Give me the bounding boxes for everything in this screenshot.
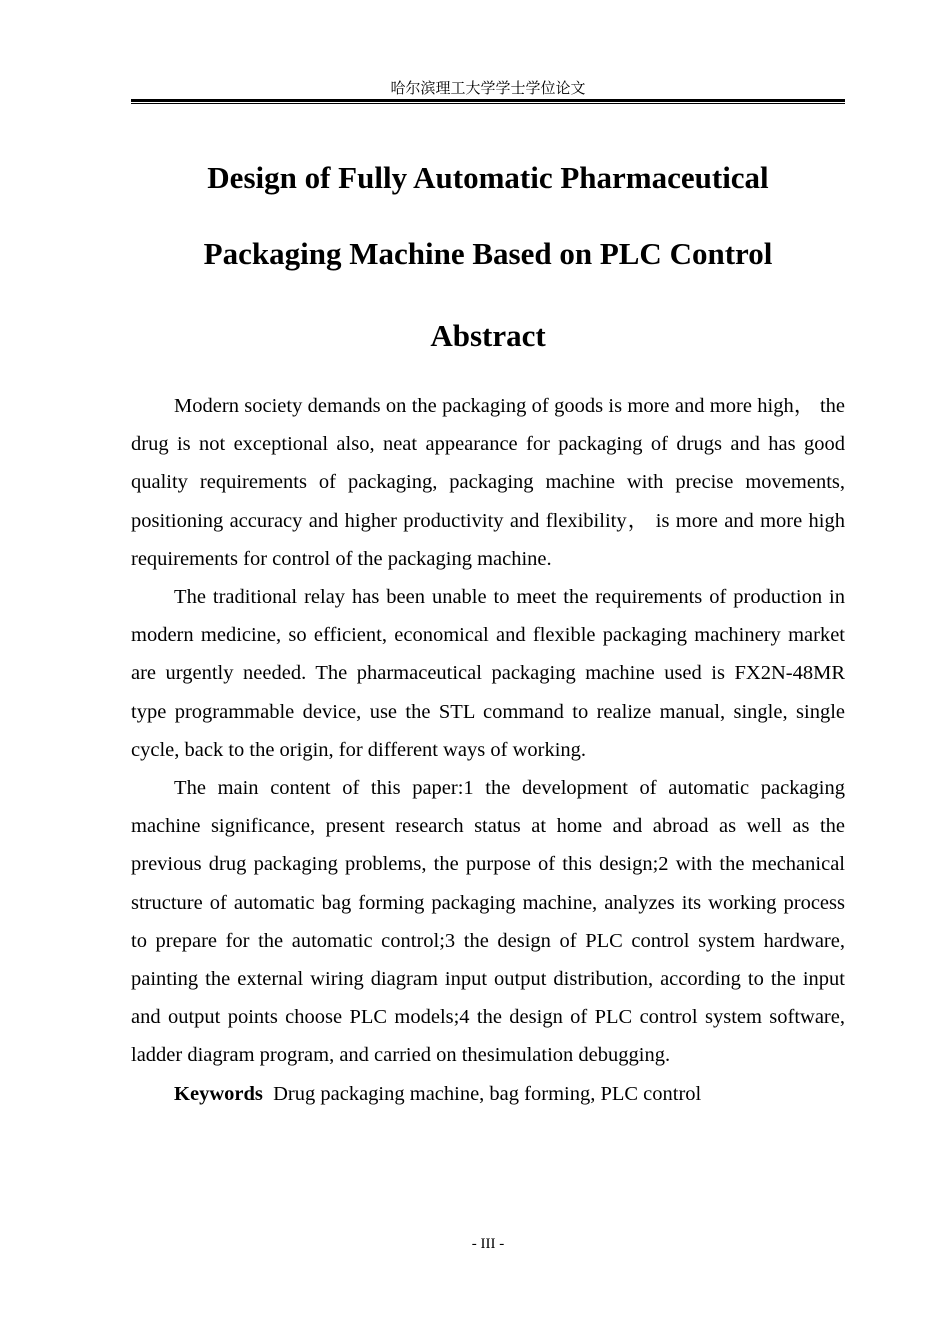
paper-title-line-1: Design of Fully Automatic Pharmaceutical	[207, 160, 769, 195]
header-rule-thin	[131, 103, 845, 104]
abstract-heading: Abstract	[430, 318, 546, 353]
running-header: 哈尔滨理工大学学士学位论文	[390, 79, 586, 97]
abstract-paragraph-1: Modern society demands on the packaging of goods is more and more high， the drug is not exceptional also, neat appearance for packaging of drugs and has good quality requirements of packaging, packaging machine with precise movements, positioning accuracy and higher productivity and flexibility， is more and more high requirements for control of the packaging machine.	[131, 395, 845, 570]
abstract-paragraph-2: The traditional relay has been unable to meet the requirements of production in modern medicine, so efficient, economical and flexible packaging machinery market are urgently needed. The pharmaceutical packaging machine used is FX2N-48MR type programmable device, use the STL command to realize manual, single, single cycle, back to the origin, for different ways of working.	[131, 586, 845, 761]
paper-title-line-2: Packaging Machine Based on PLC Control	[203, 236, 773, 271]
keywords-label: Keywords	[174, 1082, 263, 1105]
keywords-line	[131, 1075, 845, 1113]
page-number: - III -	[471, 1236, 505, 1252]
keywords-text: Drug packaging machine, bag forming, PLC control	[273, 1082, 702, 1105]
paper-title	[131, 140, 845, 292]
abstract-paragraph-3: The main content of this paper:1 the development of automatic packaging machine significance, present research status at home and abroad as well as the previous drug packaging problems, the purpose of this design;2 with the mechanical structure of automatic bag forming packaging machine, analyzes its working process to prepare for the automatic control;3 the design of PLC control system hardware, painting the external wiring diagram input output distribution, according to the input and output points choose PLC models;4 the design of PLC control system software, ladder diagram program, and carried on thesimulation debugging.	[131, 777, 845, 1067]
header-rule-thick	[131, 99, 845, 102]
abstract-body	[131, 387, 845, 1113]
